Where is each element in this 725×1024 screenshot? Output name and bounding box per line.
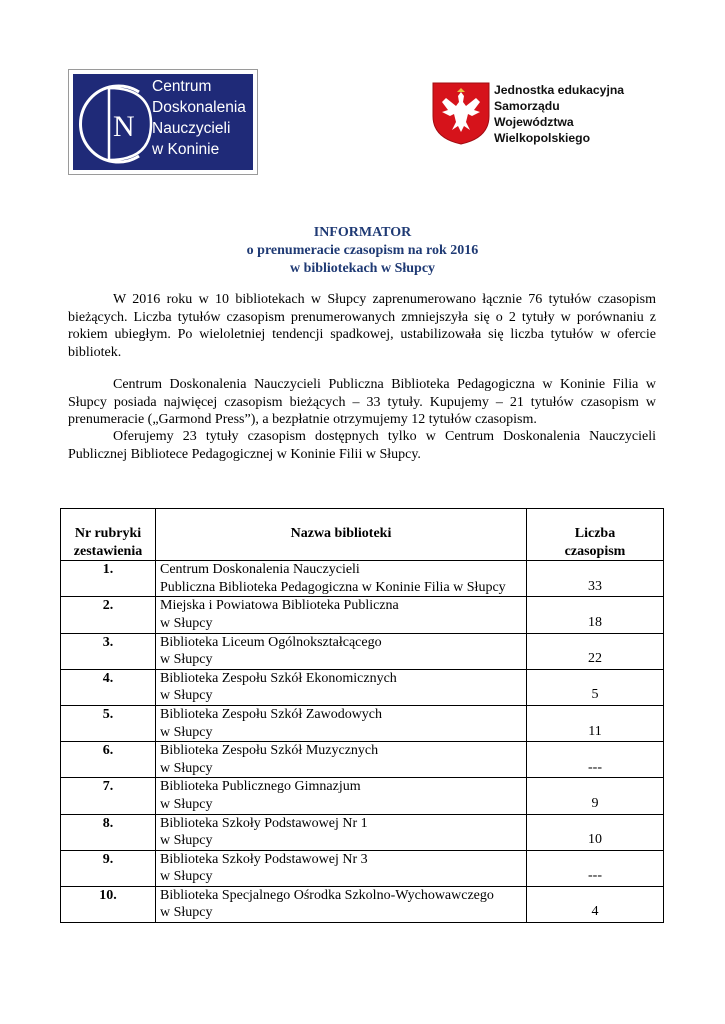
row-nr: 7.	[61, 778, 156, 814]
title-line-2: o prenumeracie czasopism na rok 2016	[246, 243, 479, 258]
row-nr: 5.	[61, 705, 156, 741]
row-nr: 3.	[61, 633, 156, 669]
row-nr: 2.	[61, 597, 156, 633]
row-name-line1: Biblioteka Zespołu Szkół Muzycznych	[160, 743, 379, 759]
cdn-logo-line: Doskonalenia	[152, 99, 246, 116]
wielkopolska-logo-line: Województwa	[494, 115, 574, 129]
row-name-line2: w Słupcy	[160, 724, 213, 740]
title-line-3: w bibliotekach w Słupcy	[289, 261, 436, 276]
row-name-line1: Biblioteka Zespołu Szkół Zawodowych	[160, 706, 383, 722]
cdn-n-letter: N	[113, 110, 135, 143]
row-name-line1: Biblioteka Szkoły Podstawowej Nr 1	[160, 815, 368, 831]
row-nr: 4.	[61, 669, 156, 705]
cdn-logo-line: Centrum	[152, 78, 212, 95]
row-name-line1: Centrum Doskonalenia Nauczycieli	[160, 562, 360, 578]
header-nr-line1: Nr rubryki	[74, 526, 142, 541]
row-count: ---	[527, 850, 664, 886]
wielkopolska-logo-line: Jednostka edukacyjna	[494, 83, 625, 97]
wielkopolska-logo-line: Samorządu	[494, 99, 560, 113]
header-count-line1: Liczba	[574, 526, 616, 541]
cdn-logo-line: Nauczycieli	[152, 120, 231, 137]
row-name-line2: w Słupcy	[160, 652, 213, 668]
row-name	[156, 669, 527, 705]
row-name-line2: w Słupcy	[160, 833, 213, 849]
row-count: 18	[527, 597, 664, 633]
row-count: 9	[527, 778, 664, 814]
row-name-line2: w Słupcy	[160, 796, 213, 812]
wielkopolska-logo-line: Wielkopolskiego	[494, 131, 591, 145]
row-nr: 10.	[61, 886, 156, 922]
libraries-table	[60, 508, 664, 923]
paragraph-offer: Oferujemy 23 tytuły czasopism dostępnych tylko w Centrum Doskonalenia Nauczycieli Publicznej Bibliotece Pedagogicznej w Koninie Filii w Słupcy.	[68, 429, 656, 462]
row-name	[156, 742, 527, 778]
row-name	[156, 778, 527, 814]
table-row	[61, 814, 664, 850]
table-row	[61, 597, 664, 633]
row-name-line2: w Słupcy	[160, 869, 213, 885]
cdn-logo	[68, 69, 258, 175]
table-row	[61, 705, 664, 741]
row-nr: 1.	[61, 561, 156, 597]
paragraph-cdn: Centrum Doskonalenia Nauczycieli Publiczna Biblioteka Pedagogiczna w Koninie Filia w Słupcy posiada najwięcej czasopism bieżących – 33 tytuły. Kupujemy – 21 tytułów czasopism w prenumeracie („Garmond Press”), a bezpłatnie otrzymujemy 12 tytułów czasopism.	[68, 377, 656, 428]
row-count: 33	[527, 561, 664, 597]
table-row	[61, 886, 664, 922]
row-name	[156, 561, 527, 597]
row-count: ---	[527, 742, 664, 778]
table-row	[61, 633, 664, 669]
table-row	[61, 561, 664, 597]
row-name-line2: w Słupcy	[160, 760, 213, 776]
header-nr-line2: zestawienia	[73, 543, 143, 559]
row-name-line2: Publiczna Biblioteka Pedagogiczna w Koninie Filia w Słupcy	[160, 579, 506, 595]
row-nr: 9.	[61, 850, 156, 886]
row-name-line1: Biblioteka Publicznego Gimnazjum	[160, 779, 361, 795]
row-name-line2: w Słupcy	[160, 615, 213, 631]
table-row	[61, 669, 664, 705]
table-header-row	[61, 509, 664, 561]
row-count: 11	[527, 705, 664, 741]
paragraph-intro: W 2016 roku w 10 bibliotekach w Słupcy zaprenumerowano łącznie 76 tytułów czasopism bieżących. Liczba tytułów czasopism prenumerowanych zmniejszyła się o 2 tytuły w porównaniu z rokiem ubiegłym. Po wieloletniej tendencji spadkowej, ustabilizowała się liczba tytułów w ofercie bibliotek.	[68, 292, 656, 360]
row-count: 22	[527, 633, 664, 669]
eagle-shield-icon	[430, 80, 492, 146]
row-count: 10	[527, 814, 664, 850]
row-name-line2: w Słupcy	[160, 905, 213, 921]
row-name	[156, 814, 527, 850]
table-row	[61, 742, 664, 778]
row-name-line1: Biblioteka Zespołu Szkół Ekonomicznych	[160, 670, 397, 686]
header-count	[527, 509, 664, 561]
header-count-line2: czasopism	[564, 543, 626, 559]
header-name: Nazwa biblioteki	[156, 509, 527, 561]
row-name-line1: Biblioteka Specjalnego Ośrodka Szkolno-Wychowawczego	[160, 887, 494, 903]
document-title	[0, 224, 725, 278]
wielkopolska-logo	[430, 80, 660, 150]
cdn-logo-line: w Koninie	[152, 141, 220, 158]
row-name-line2: w Słupcy	[160, 688, 213, 704]
row-name	[156, 886, 527, 922]
wielkopolska-logo-text	[494, 82, 624, 146]
row-count: 4	[527, 886, 664, 922]
row-name	[156, 705, 527, 741]
row-name	[156, 597, 527, 633]
title-line-1: INFORMATOR	[313, 225, 412, 240]
row-name	[156, 633, 527, 669]
row-name-line1: Biblioteka Szkoły Podstawowej Nr 3	[160, 851, 368, 867]
row-nr: 8.	[61, 814, 156, 850]
table-row	[61, 850, 664, 886]
row-nr: 6.	[61, 742, 156, 778]
row-name-line1: Miejska i Powiatowa Biblioteka Publiczna	[160, 598, 399, 614]
row-name-line1: Biblioteka Liceum Ogólnokształcącego	[160, 634, 382, 650]
table-row	[61, 778, 664, 814]
row-name	[156, 850, 527, 886]
cdn-logo-text	[152, 76, 252, 160]
row-count: 5	[527, 669, 664, 705]
header-nr	[61, 509, 156, 561]
